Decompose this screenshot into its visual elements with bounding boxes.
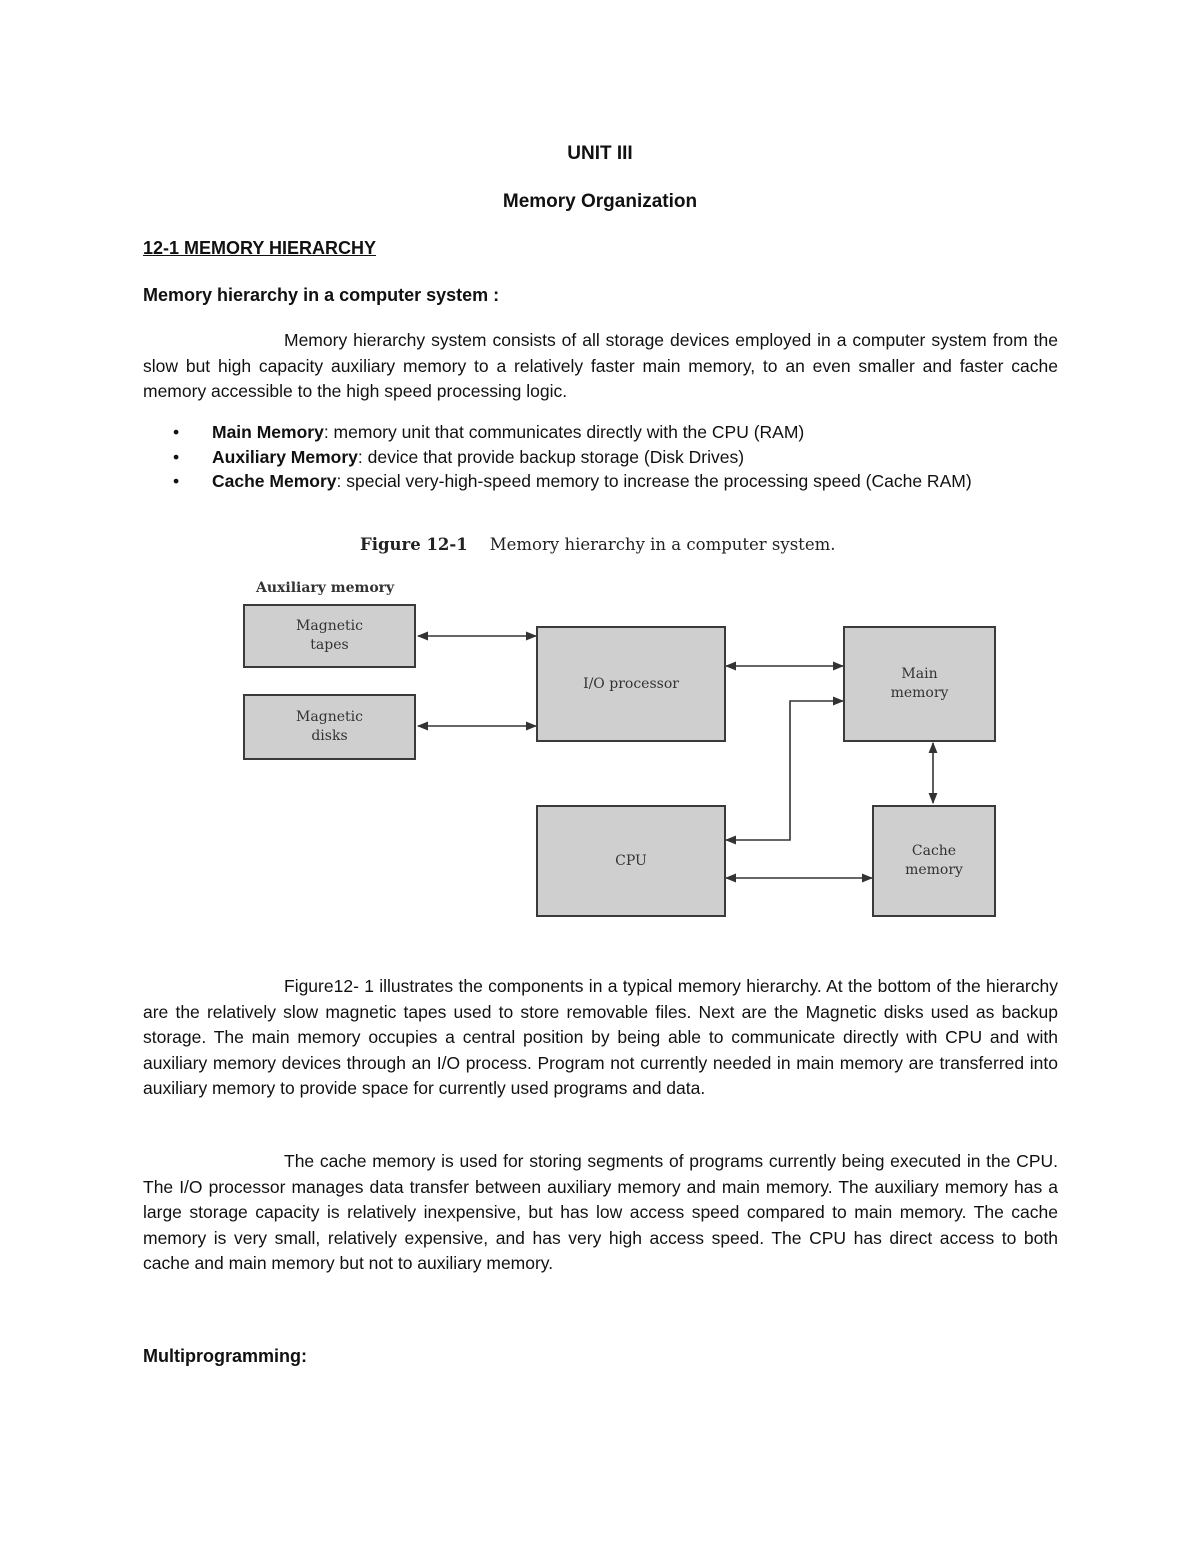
figure-description-text: Figure12- 1 illustrates the components in a typical memory hierarchy. At the bottom of the hierarchy are the relatively slow magnetic tapes used to store removable files. Next are the Magnetic disks used as backup storage. The main memory occupies a central position by being able to communicate directly with CPU and with auxiliary memory devices through an I/O process. Program not currently needed in main memory are transferred into auxiliary memory to provide space for currently used programs and data. (143, 976, 1058, 1098)
main-memory-box (843, 626, 996, 742)
main-memory-label: Main memory (890, 666, 949, 701)
magnetic-disks-label: Magnetic disks (296, 709, 363, 744)
figure-description-paragraph (143, 974, 1058, 1102)
magnetic-disks-box (243, 694, 416, 760)
page-title: Memory Organization (502, 191, 698, 212)
figure-number: Figure 12-1 (360, 535, 468, 554)
section-heading: 12-1 MEMORY HIERARCHY (143, 238, 377, 258)
cpu-box (536, 805, 726, 917)
multiprogramming-heading: Multiprogramming: (143, 1346, 307, 1366)
bullet-desc: : device that provide backup storage (Disk Drives) (357, 446, 745, 467)
bullet-term: Auxiliary Memory (212, 446, 358, 467)
unit-heading: UNIT III (567, 143, 633, 164)
magnetic-tapes-label: Magnetic tapes (296, 618, 363, 653)
io-processor-box (536, 626, 726, 742)
cache-memory-label: Cache memory (905, 843, 963, 878)
auxiliary-memory-label: Auxiliary memory (256, 580, 395, 596)
cache-description-paragraph (143, 1149, 1058, 1277)
figure-caption: Memory hierarchy in a computer system. (489, 535, 836, 554)
cache-memory-box (872, 805, 996, 917)
io-processor-label: I/O processor (583, 675, 679, 692)
subheading: Memory hierarchy in a computer system : (143, 285, 500, 305)
bullet-icon: • (173, 446, 180, 467)
bullet-desc: : special very-high-speed memory to increase the processing speed (Cache RAM) (336, 471, 972, 491)
magnetic-tapes-box (243, 604, 416, 668)
arrow-cpu-main (726, 701, 843, 840)
intro-text: Memory hierarchy system consists of all storage devices employed in a computer system from the slow but high capacity auxiliary memory to a relatively faster main memory, to an even smaller and faster cache memory accessible to the high speed processing logic. (143, 330, 1058, 401)
bullet-desc: : memory unit that communicates directly with the CPU (RAM) (323, 422, 805, 442)
cache-description-text: The cache memory is used for storing segments of programs currently being executed in the CPU. The I/O processor manages data transfer between auxiliary memory and main memory. The auxiliary memory has a large storage capacity is relatively inexpensive, but has low access speed compared to main memory. The cache memory is very small, relatively expensive, and has very high access speed. The CPU has direct access to both cache and main memory but not to auxiliary memory. (143, 1151, 1058, 1273)
bullet-term: Cache Memory (212, 471, 337, 491)
cpu-label: CPU (615, 852, 647, 869)
bullet-icon: • (173, 471, 180, 491)
bullet-icon: • (173, 422, 180, 442)
bullet-term: Main Memory (212, 422, 324, 442)
